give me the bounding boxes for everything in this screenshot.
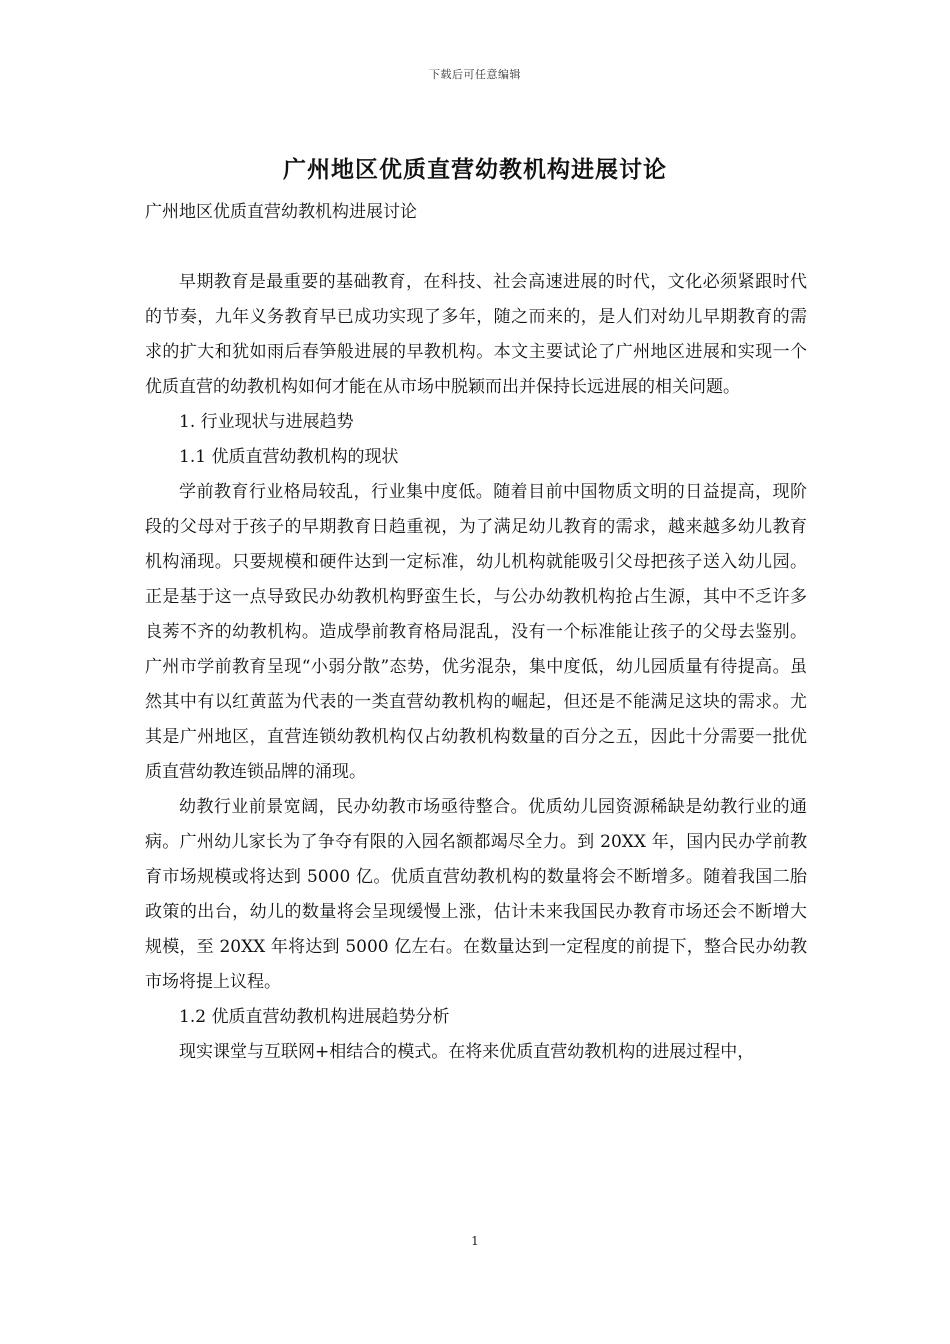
section-heading-1-1: 1.1 优质直营幼教机构的现状: [179, 447, 399, 467]
document-title: 广州地区优质直营幼教机构进展讨论: [283, 156, 667, 183]
paragraph-status: 学前教育行业格局较乱，行业集中度低。随着目前中国物质文明的日益提高，现阶段的父母对于孩子的早期教育日趋重视，为了满足幼儿教育的需求，越来越多幼儿教育机构涌现。只要规模和硬件达到一定标准，幼儿机构就能吸引父母把孩子送入幼儿园。正是基于这一点导致民办幼教机构野蛮生长，与公办幼教机构抢占生源，其中不乏许多良莠不齐的幼教机构。造成學前教育格局混乱，没有一个标准能让孩子的父母去鉴别。广州市学前教育呈现“小弱分散”态势，优劣混杂，集中度低，幼儿园质量有待提高。虽然其中有以红黄蓝为代表的一类直营幼教机构的崛起，但还是不能满足这块的需求。尤其是广州地区，直营连锁幼教机构仅占幼教机构数量的百分之五，因此十分需要一批优质直营幼教连锁品牌的涌现。: [145, 482, 807, 782]
document-subtitle: 广州地区优质直营幼教机构进展讨论: [145, 202, 417, 222]
paragraph-trend: 现实课堂与互联网+相结合的模式。在将来优质直营幼教机构的进展过程中，: [179, 1042, 755, 1062]
header-note: 下载后可任意编辑: [429, 68, 521, 81]
paragraph-prospects: 幼教行业前景宽阔，民办幼教市场亟待整合。优质幼儿园资源稀缺是幼教行业的通病。广州幼儿家长为了争夺有限的入园名额都竭尽全力。到 20XX 年，国内民办学前教育市场规模或将达到 5000 亿。优质直营幼教机构的数量将会不断增多。随着我国二胎政策的出台，幼儿的数量将会呈现缓慢上涨，估计未来我国民办教育市场还会不断增大规模，至 20XX 年将达到 5000 亿左右。在数量达到一定程度的前提下，整合民办幼教市场将提上议程。: [145, 797, 807, 992]
document-body: [145, 195, 807, 1070]
page-number: 1: [471, 1234, 479, 1248]
paragraph-intro: 早期教育是最重要的基础教育，在科技、社会高速进展的时代，文化必须紧跟时代的节奏，九年义务教育早已成功实现了多年，随之而来的，是人们对幼儿早期教育的需求的扩大和犹如雨后春笋般进展的早教机构。本文主要试论了广州地区进展和实现一个优质直营的幼教机构如何才能在从市场中脱颖而出并保持长远进展的相关问题。: [145, 272, 807, 397]
section-heading-1: 1. 行业现状与进展趋势: [179, 412, 354, 432]
section-heading-1-2: 1.2 优质直营幼教机构进展趋势分析: [179, 1007, 450, 1027]
